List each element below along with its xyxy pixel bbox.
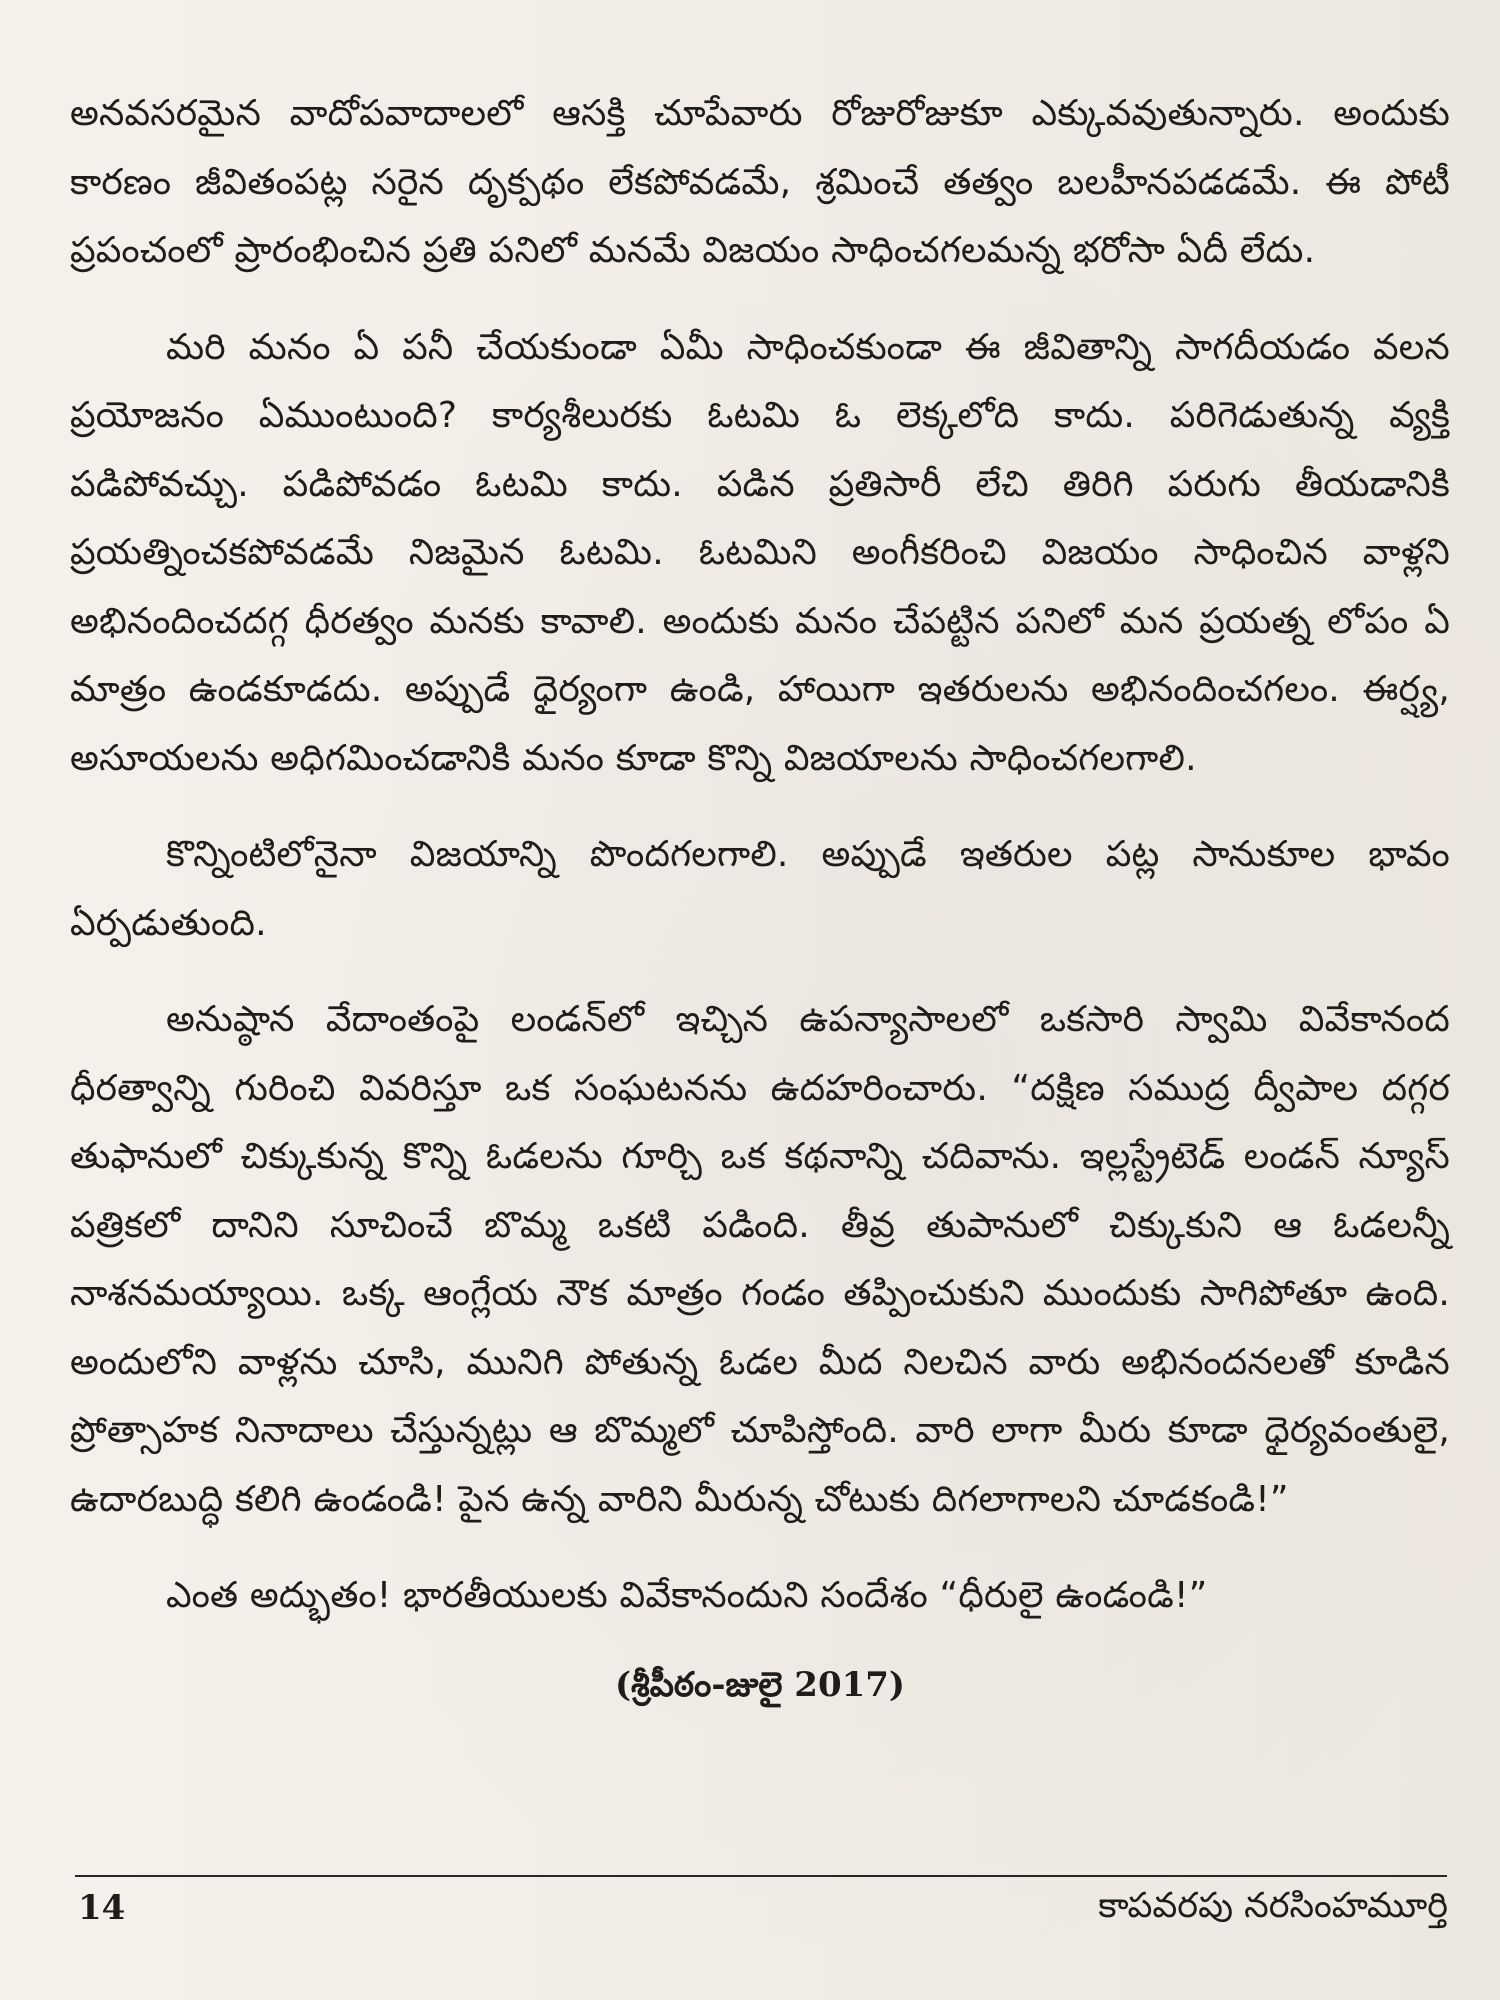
page-number: 14 (78, 1888, 126, 1928)
page-body (70, 80, 1450, 1711)
paragraph-1: అనవసరమైన వాదోపవాదాలలో ఆసక్తి చూపేవారు రోజురోజుకూ ఎక్కువవుతున్నారు. అందుకు కారణం జీవితంపట్ల సరైన దృక్పథం లేకపోవడమే, శ్రమించే తత్వం బలహీనపడడమే. ఈ పోటీ ప్రపంచంలో ప్రారంభించిన ప్రతి పనిలో మనమే విజయం సాధించగలమన్న భరోసా ఏదీ లేదు. (70, 93, 1450, 271)
paragraph-3: కొన్నింటిలోనైనా విజయాన్ని పొందగలగాలి. అప్పుడే ఇతరుల పట్ల సానుకూల భావం ఏర్పడుతుంది. (70, 834, 1450, 944)
paragraph-4: అనుష్ఠాన వేదాంతంపై లండన్‌లో ఇచ్చిన ఉపన్యాసాలలో ఒకసారి స్వామి వివేకానంద ధీరత్వాన్ని గురించి వివరిస్తూ ఒక సంఘటనను ఉదహరించారు. “దక్షిణ సముద్ర ద్వీపాల దగ్గర తుఫానులో చిక్కుకున్న కొన్ని ఓడలను గూర్చి ఒక కథనాన్ని చదివాను. ఇల్లస్ట్రేటెడ్ లండన్ న్యూస్ పత్రికలో దానిని సూచించే బొమ్మ ఒకటి పడింది. తీవ్ర తుపానులో చిక్కుకుని ఆ ఓడలన్నీ నాశనమయ్యాయి. ఒక్క ఆంగ్లేయ నౌక మాత్రం గండం తప్పించుకుని ముందుకు సాగిపోతూ ఉంది. అందులోని వాళ్లను చూసి, మునిగి పోతున్న ఓడల మీద నిలచిన వారు అభినందనలతో కూడిన ప్రోత్సాహక నినాదాలు చేస్తున్నట్లు ఆ బొమ్మలో చూపిస్తోంది. వారి లాగా మీరు కూడా ధైర్యవంతులై, ఉదారబుద్ధి కలిగి ఉండండి! పైన ఉన్న వారిని మీరున్న చోటుకు దిగలాగాలని చూడకండి!” (70, 999, 1450, 1520)
source-citation: (శ్రీపీఠం-జులై 2017) (614, 1664, 906, 1705)
paragraph-2: మరి మనం ఏ పనీ చేయకుండా ఏమీ సాధించకుండా ఈ జీవితాన్ని సాగదీయడం వలన ప్రయోజనం ఏముంటుంది? కార్యశీలురకు ఓటమి ఓ లెక్కలోది కాదు. పరిగెడుతున్న వ్యక్తి పడిపోవచ్చు. పడిపోవడం ఓటమి కాదు. పడిన ప్రతిసారీ లేచి తిరిగి పరుగు తీయడానికి ప్రయత్నించకపోవడమే నిజమైన ఓటమి. ఓటమిని అంగీకరించి విజయం సాధించిన వాళ్లని అభినందించదగ్గ ధీరత్వం మనకు కావాలి. అందుకు మనం చేపట్టిన పనిలో మన ప్రయత్న లోపం ఏ మాత్రం ఉండకూడదు. అప్పుడే ధైర్యంగా ఉండి, హాయిగా ఇతరులను అభినందించగలం. ఈర్ష్య, అసూయలను అధిగమించడానికి మనం కూడా కొన్ని విజయాలను సాధించగలగాలి. (70, 326, 1450, 779)
footer-divider (75, 1875, 1447, 1877)
paragraph-5: ఎంత అద్భుతం! భారతీయులకు వివేకానందుని సందేశం “ధీరులై ఉండండి!” (166, 1575, 1208, 1616)
author-name: కాపవరపు నరసింహమూర్తి (1098, 1886, 1448, 1926)
